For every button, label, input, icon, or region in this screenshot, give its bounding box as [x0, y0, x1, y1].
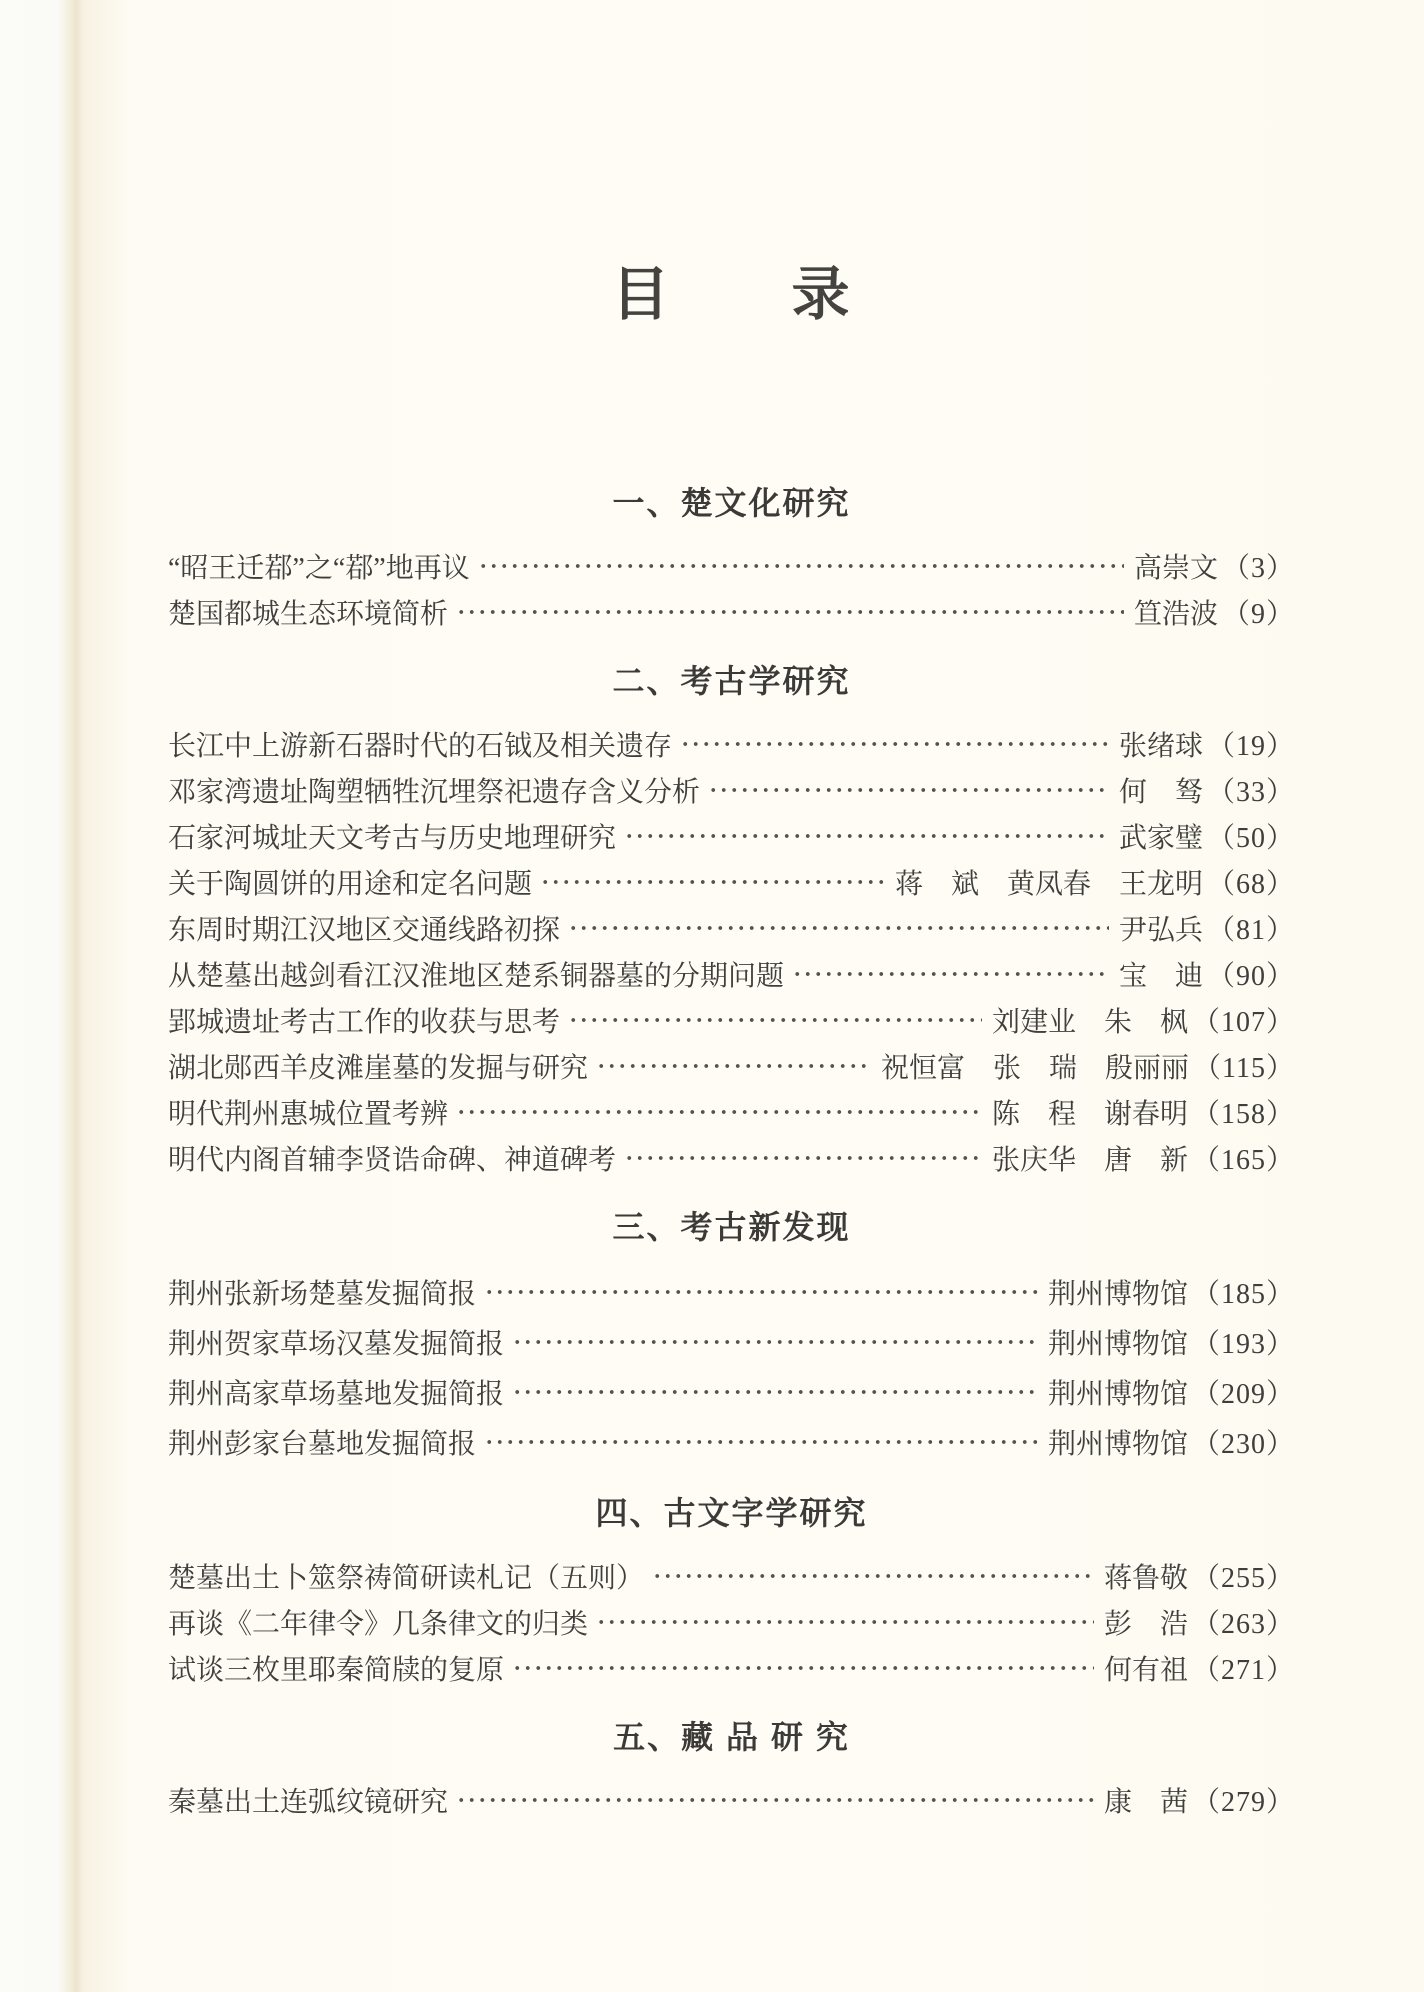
entry-authors: 陈 程 谢春明	[991, 1099, 1188, 1130]
entry-title: 东周时期江汉地区交通线路初探	[168, 915, 561, 946]
entry-page: （81）	[1206, 915, 1295, 946]
toc-entry	[168, 1599, 1295, 1645]
section-heading: 四、古文字学研究	[595, 1495, 868, 1531]
dot-leader	[456, 1089, 982, 1135]
entry-authors: 张绪球	[1118, 731, 1203, 762]
entry-page: （90）	[1206, 961, 1295, 992]
entry-authors: 蒋 斌 黄凤春 王龙明	[894, 869, 1203, 900]
entry-page: （115）	[1193, 1053, 1295, 1084]
dot-leader	[624, 1135, 982, 1181]
entry-authors: 何有祖	[1103, 1655, 1188, 1686]
toc-entry	[168, 1777, 1295, 1823]
entry-title: 试谈三枚里耶秦简牍的复原	[168, 1655, 505, 1686]
entry-page: （9）	[1221, 599, 1295, 630]
dot-leader	[792, 951, 1109, 997]
entry-page: （19）	[1206, 731, 1295, 762]
entry-title: 关于陶圆饼的用途和定名问题	[168, 869, 533, 900]
entry-title: 荆州彭家台墓地发掘简报	[168, 1429, 477, 1460]
entry-page: （68）	[1206, 869, 1295, 900]
entry-page: （185）	[1191, 1279, 1295, 1310]
entry-authors: 尹弘兵	[1118, 915, 1203, 946]
toc-entry	[168, 1645, 1295, 1691]
dot-leader	[484, 1269, 1038, 1315]
entry-title: 郢城遗址考古工作的收获与思考	[168, 1007, 561, 1038]
section-heading: 二、考古学研究	[612, 663, 851, 699]
entry-authors: 祝恒富 张 瑞 殷丽丽	[881, 1053, 1190, 1084]
dot-leader	[540, 859, 885, 905]
entry-title: 长江中上游新石器时代的石钺及相关遗存	[168, 731, 673, 762]
toc-section	[168, 1715, 1295, 1823]
toc-sections	[168, 481, 1295, 1823]
dot-leader	[680, 721, 1109, 767]
entry-authors: 刘建业 朱 枫	[991, 1007, 1188, 1038]
dot-leader	[596, 1043, 871, 1089]
toc-entry	[168, 1417, 1295, 1467]
entry-title: 再谈《二年律令》几条律文的归类	[168, 1609, 589, 1640]
entry-page: （3）	[1221, 553, 1295, 584]
dot-leader	[456, 589, 1124, 635]
entry-page: （209）	[1191, 1379, 1295, 1410]
dot-leader	[708, 767, 1109, 813]
entry-page: （165）	[1191, 1145, 1295, 1176]
entry-authors: 蒋鲁敬	[1103, 1563, 1188, 1594]
entry-title: “昭王迁鄀”之“鄀”地再议	[168, 553, 470, 584]
toc-entry	[168, 543, 1295, 589]
toc-entry	[168, 1135, 1295, 1181]
dot-leader	[512, 1319, 1038, 1365]
entry-title: 明代荆州惠城位置考辨	[168, 1099, 449, 1130]
dot-leader	[652, 1553, 1094, 1599]
entry-page: （255）	[1191, 1563, 1295, 1594]
dot-leader	[568, 997, 982, 1043]
entry-page: （33）	[1206, 777, 1295, 808]
entry-authors: 高崇文	[1133, 553, 1218, 584]
toc-section	[168, 1205, 1295, 1467]
dot-leader	[568, 905, 1109, 951]
dot-leader	[478, 543, 1124, 589]
toc-entry	[168, 1267, 1295, 1317]
entry-authors: 彭 浩	[1103, 1609, 1188, 1640]
entry-authors: 武家璧	[1118, 823, 1203, 854]
entry-authors: 张庆华 唐 新	[991, 1145, 1188, 1176]
entry-title: 楚墓出土卜筮祭祷简研读札记（五则）	[168, 1563, 645, 1594]
toc-entry	[168, 859, 1295, 905]
toc-section	[168, 659, 1295, 1181]
section-heading: 一、楚文化研究	[612, 485, 851, 521]
entry-title: 楚国都城生态环境简析	[168, 599, 449, 630]
toc-entry	[168, 1089, 1295, 1135]
entry-authors: 何 驽	[1118, 777, 1203, 808]
entry-title: 荆州张新场楚墓发掘简报	[168, 1279, 477, 1310]
toc-entry	[168, 589, 1295, 635]
toc-section	[168, 1491, 1295, 1691]
entry-authors: 荆州博物馆	[1047, 1279, 1188, 1310]
entry-page: （279）	[1191, 1787, 1295, 1818]
entry-authors: 荆州博物馆	[1047, 1329, 1188, 1360]
entry-title: 从楚墓出越剑看江汉淮地区楚系铜器墓的分期问题	[168, 961, 785, 992]
entry-title: 荆州高家草场墓地发掘简报	[168, 1379, 505, 1410]
toc-entry	[168, 1317, 1295, 1367]
entry-page: （271）	[1191, 1655, 1295, 1686]
entry-title: 荆州贺家草场汉墓发掘简报	[168, 1329, 505, 1360]
dot-leader	[512, 1645, 1094, 1691]
entry-authors: 宝 迪	[1118, 961, 1203, 992]
entry-page: （50）	[1206, 823, 1295, 854]
dot-leader	[596, 1599, 1094, 1645]
dot-leader	[624, 813, 1109, 859]
toc-section	[168, 481, 1295, 635]
toc-entry	[168, 1553, 1295, 1599]
toc-entry	[168, 1043, 1295, 1089]
toc-content	[168, 255, 1295, 1823]
toc-entry	[168, 997, 1295, 1043]
entry-authors: 荆州博物馆	[1047, 1429, 1188, 1460]
toc-entry	[168, 767, 1295, 813]
entry-page: （193）	[1191, 1329, 1295, 1360]
entry-authors: 康 茜	[1103, 1787, 1188, 1818]
section-heading: 三、考古新发现	[612, 1209, 851, 1245]
entry-page: （107）	[1191, 1007, 1295, 1038]
toc-entry	[168, 721, 1295, 767]
toc-entry	[168, 1367, 1295, 1417]
section-heading: 五、藏 品 研 究	[613, 1719, 850, 1755]
entry-title: 石家河城址天文考古与历史地理研究	[168, 823, 617, 854]
entry-title: 邓家湾遗址陶塑牺牲沉埋祭祀遗存含义分析	[168, 777, 701, 808]
toc-entry	[168, 951, 1295, 997]
dot-leader	[484, 1419, 1038, 1465]
toc-entry	[168, 813, 1295, 859]
entry-authors: 笪浩波	[1133, 599, 1218, 630]
entry-title: 湖北郧西羊皮滩崖墓的发掘与研究	[168, 1053, 589, 1084]
entry-title: 明代内阁首辅李贤诰命碑、神道碑考	[168, 1145, 617, 1176]
entry-page: （230）	[1191, 1429, 1295, 1460]
dot-leader	[512, 1369, 1038, 1415]
entry-page: （158）	[1191, 1099, 1295, 1130]
entry-authors: 荆州博物馆	[1047, 1379, 1188, 1410]
dot-leader	[456, 1777, 1094, 1823]
toc-title: 目 录	[611, 262, 852, 327]
toc-entry	[168, 905, 1295, 951]
entry-title: 秦墓出土连弧纹镜研究	[168, 1787, 449, 1818]
entry-page: （263）	[1191, 1609, 1295, 1640]
